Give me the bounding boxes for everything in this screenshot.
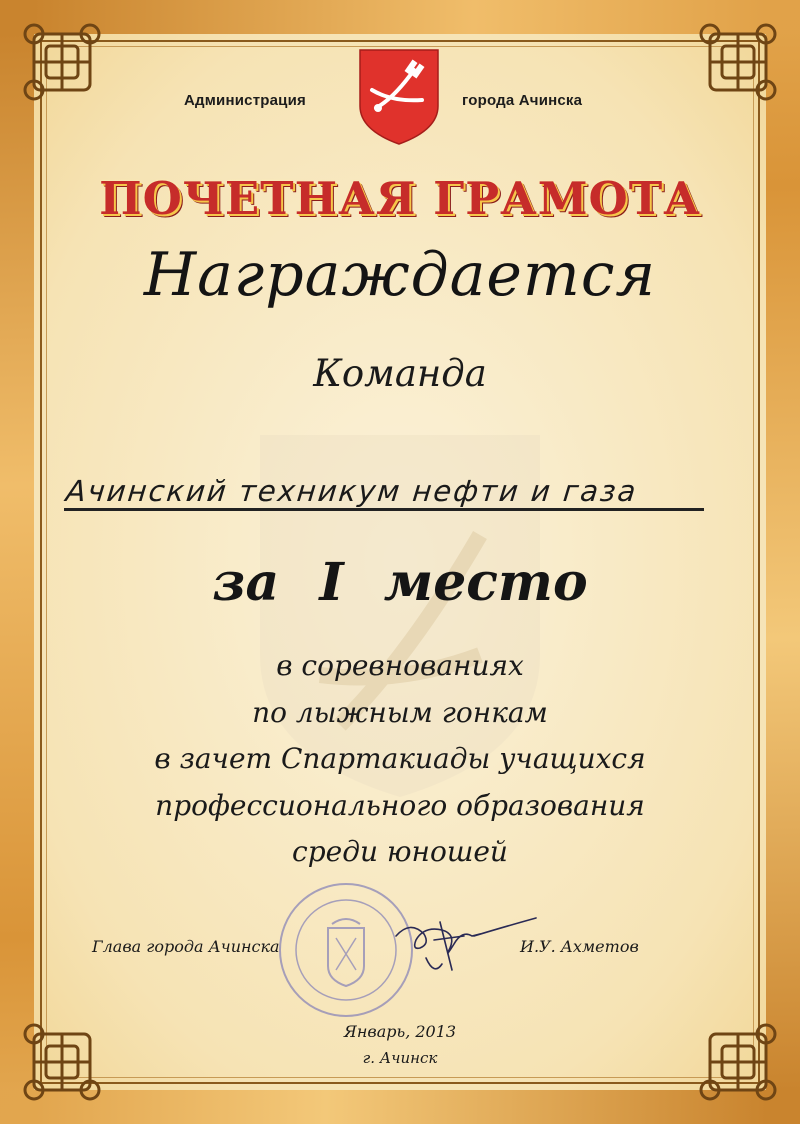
corner-ornament-top-right [690,14,786,110]
signatory-title: Глава города Ачинска [92,937,280,956]
team-label: Команда [313,352,487,395]
description-line: профессионального образования [155,788,645,822]
issue-date: Январь, 2013 [343,1022,457,1041]
issue-city: г. Ачинск [362,1049,438,1067]
description-line: в соревнованиях [276,649,524,682]
team-name-handwritten: Ачинский техникум нефти и газа [64,474,640,508]
description-line: по лыжным гонкам [252,695,548,729]
header-city-label: города Ачинска [462,92,583,109]
team-name-underline [64,508,704,511]
certificate-title: ПОЧЕТНАЯ ГРАМОТА [99,172,701,225]
corner-ornament-top-left [14,14,110,110]
signatory-name: И.У. Ахметов [520,937,639,956]
description-block [0,643,800,876]
description-line: в зачет Спартакиады учащихся [154,742,646,775]
description-line: среди юношей [292,835,508,868]
place-text: за I место [212,552,588,613]
awarded-heading: Награждается [143,240,657,310]
coat-of-arms-icon [358,48,440,146]
signature [390,900,540,990]
header-admin-label: Администрация [184,92,306,109]
